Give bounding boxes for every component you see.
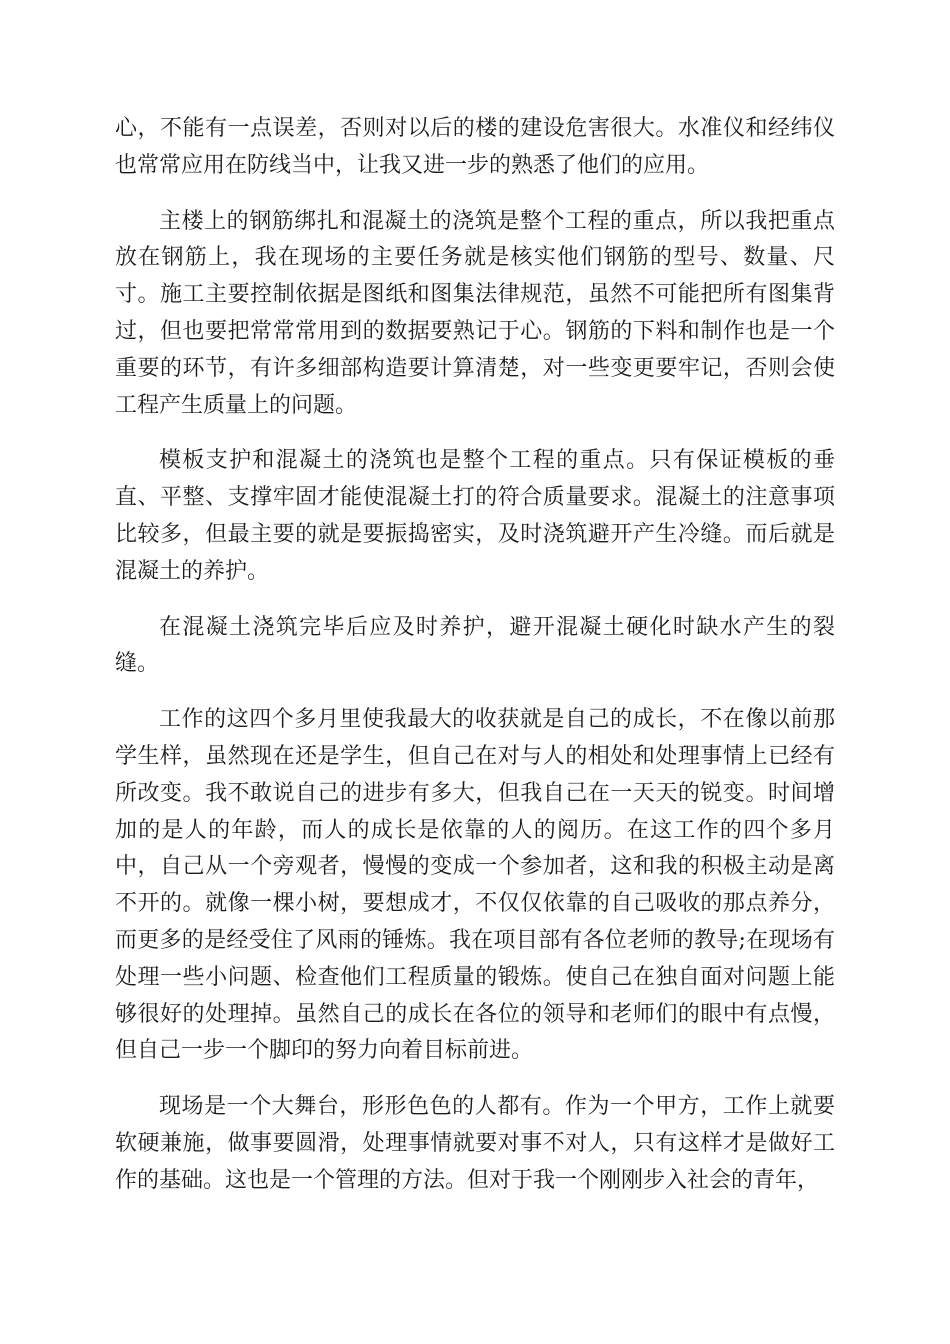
paragraph-6: 现场是一个大舞台，形形色色的人都有。作为一个甲方，工作上就要软硬兼施，做事要圆滑，处理事情就要对事不对人，只有这样才是做好工作的基础。这也是一个管理的方法。但对于我一个刚刚步入社会的青年， — [115, 1094, 835, 1193]
paragraph-5: 工作的这四个多月里使我最大的收获就是自己的成长，不在像以前那学生样，虽然现在还是学生，但自己在对与人的相处和处理事情上已经有所改变。我不敢说自己的进步有多大，但我自己在一天天的锐变。时间增加的是人的年龄，而人的成长是依靠的人的阅历。在这工作的四个多月中，自己从一个旁观者，慢慢的变成一个参加者，这和我的积极主动是离不开的。就像一棵小树，要想成才，不仅仅依靠的自己吸收的那点养分，而更多的是经受住了风雨的锤炼。我在项目部有各位老师的教导;在现场有处理一些小问题、检查他们工程质量的锻炼。使自己在独自面对问题上能够很好的处理掉。虽然自己的成长在各位的领导和老师们的眼中有点慢，但自己一步一个脚印的努力向着目标前进。 — [115, 707, 835, 1064]
paragraph-4: 在混凝土浇筑完毕后应及时养护，避开混凝土硬化时缺水产生的裂缝。 — [115, 614, 835, 677]
document-body — [115, 111, 835, 1219]
paragraph-1: 心，不能有一点误差，否则对以后的楼的建设危害很大。水准仪和经纬仪也常常应用在防线当中，让我又进一步的熟悉了他们的应用。 — [115, 116, 835, 178]
paragraph-3: 模板支护和混凝土的浇筑也是整个工程的重点。只有保证模板的垂直、平整、支撑牢固才能使混凝土打的符合质量要求。混凝土的注意事项比较多，但最主要的就是要振捣密实，及时浇筑避开产生冷缝。而后就是混凝土的养护。 — [115, 448, 835, 584]
paragraph-2: 主楼上的钢筋绑扎和混凝土的浇筑是整个工程的重点，所以我把重点放在钢筋上，我在现场的主要任务就是核实他们钢筋的型号、数量、尺寸。施工主要控制依据是图纸和图集法律规范，虽然不可能把所有图集背过，但也要把常常常用到的数据要熟记于心。钢筋的下料和制作也是一个重要的环节，有许多细部构造要计算清楚，对一些变更要牢记，否则会使工程产生质量上的问题。 — [115, 208, 835, 418]
